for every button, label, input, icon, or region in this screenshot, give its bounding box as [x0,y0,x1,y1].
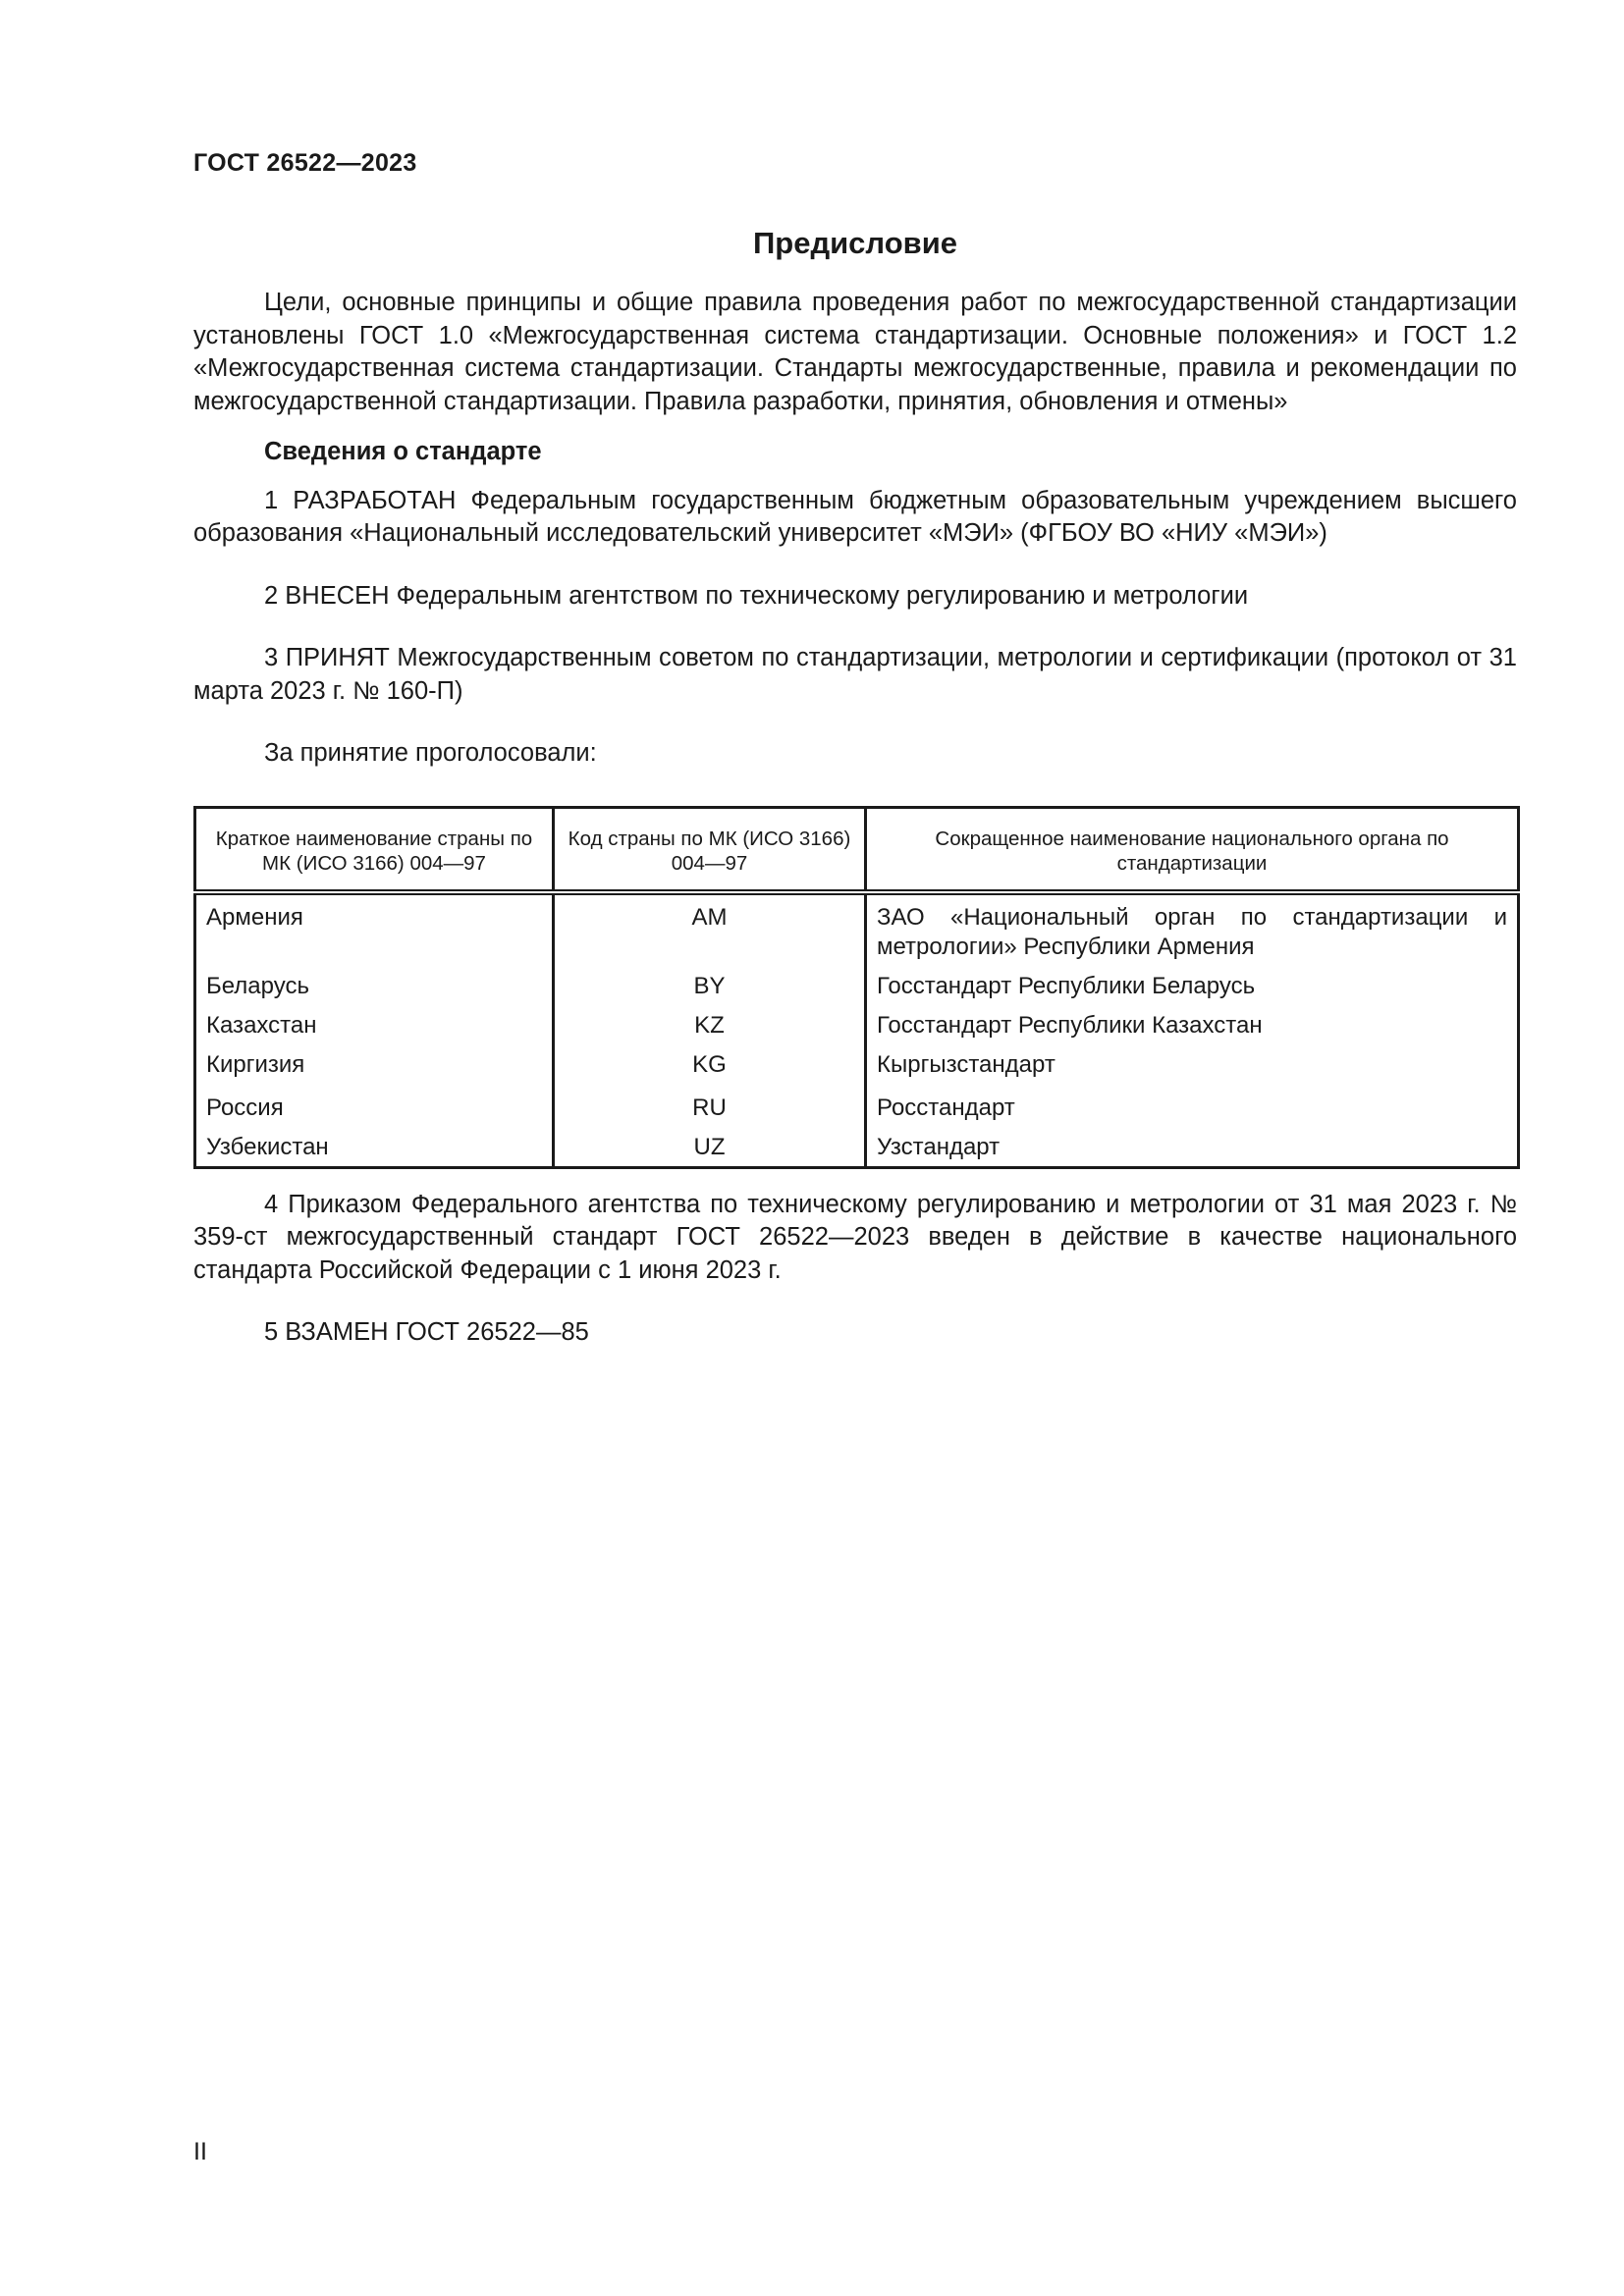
cell-body: ЗАО «Национальный орган по стандартизации и метрологии» Республики Армения [866,892,1519,972]
cell-code: KZ [554,1011,866,1050]
cell-code: KG [554,1050,866,1094]
header-body: Сокращенное наименование национального органа по стандартизации [866,807,1519,892]
intro-paragraph: Цели, основные принципы и общие правила проведения работ по межгосударственной стандартизации установлены ГОСТ 1.0 «Межгосударственная система стандартизации. Основные положения» и ГОСТ 1.2 «Межгосударственная система стандартизации. Стандарты межгосударственные, правила и рекомендации по межгосударственной стандартизации. Правила разработки, принятия, обновления и отмены» [193,289,1517,415]
cell-country: Армения [195,892,554,972]
cell-code: AM [554,892,866,972]
cell-body: Госстандарт Республики Казахстан [866,1011,1519,1050]
cell-code: UZ [554,1133,866,1168]
header-country: Краткое наименование страны по МК (ИСО 3166) 004—97 [195,807,554,892]
preface-body [193,287,1517,1350]
table-row [195,1050,1519,1094]
cell-body: Кыргызстандарт [866,1050,1519,1094]
cell-code: RU [554,1094,866,1133]
table-row [195,1011,1519,1050]
table-row [195,892,1519,972]
cell-body: Госстандарт Республики Беларусь [866,972,1519,1011]
cell-country: Киргизия [195,1050,554,1094]
item-adopted: 3 ПРИНЯТ Межгосударственным советом по стандартизации, метрологии и сертификации (протокол от 31 марта 2023 г. № 160-П) [193,644,1517,705]
voting-table [193,806,1520,1169]
table-row [195,1133,1519,1168]
table-header-row [195,807,1519,892]
item-replaces: 5 ВЗАМЕН ГОСТ 26522—85 [264,1318,589,1346]
cell-country: Беларусь [195,972,554,1011]
document-code-header: ГОСТ 26522—2023 [193,149,417,177]
cell-body: Росстандарт [866,1094,1519,1133]
cell-code: BY [554,972,866,1011]
table-row [195,972,1519,1011]
cell-country: Россия [195,1094,554,1133]
item-introduced: 2 ВНЕСЕН Федеральным агентством по техническому регулированию и метрологии [264,581,1249,610]
item-order: 4 Приказом Федерального агентства по техническому регулированию и метрологии от 31 мая 2023 г. № 359-ст межгосударственный стандарт ГОСТ 26522—2023 введен в действие в качестве национального стандарта Российской Федерации с 1 июня 2023 г. [193,1190,1517,1284]
cell-country: Узбекистан [195,1133,554,1168]
cell-country: Казахстан [195,1011,554,1050]
table-row [195,1094,1519,1133]
voted-label: За принятие проголосовали: [264,739,597,767]
item-developed: 1 РАЗРАБОТАН Федеральным государственным бюджетным образовательным учреждением высшего образования «Национальный исследовательский университет «МЭИ» (ФГБОУ ВО «НИУ «МЭИ») [193,486,1517,547]
page-number: II [193,2138,207,2165]
header-code: Код страны по МК (ИСО 3166) 004—97 [554,807,866,892]
standard-info-heading: Сведения о стандарте [264,438,542,465]
cell-body: Узстандарт [866,1133,1519,1168]
section-title: Предисловие [752,226,957,260]
